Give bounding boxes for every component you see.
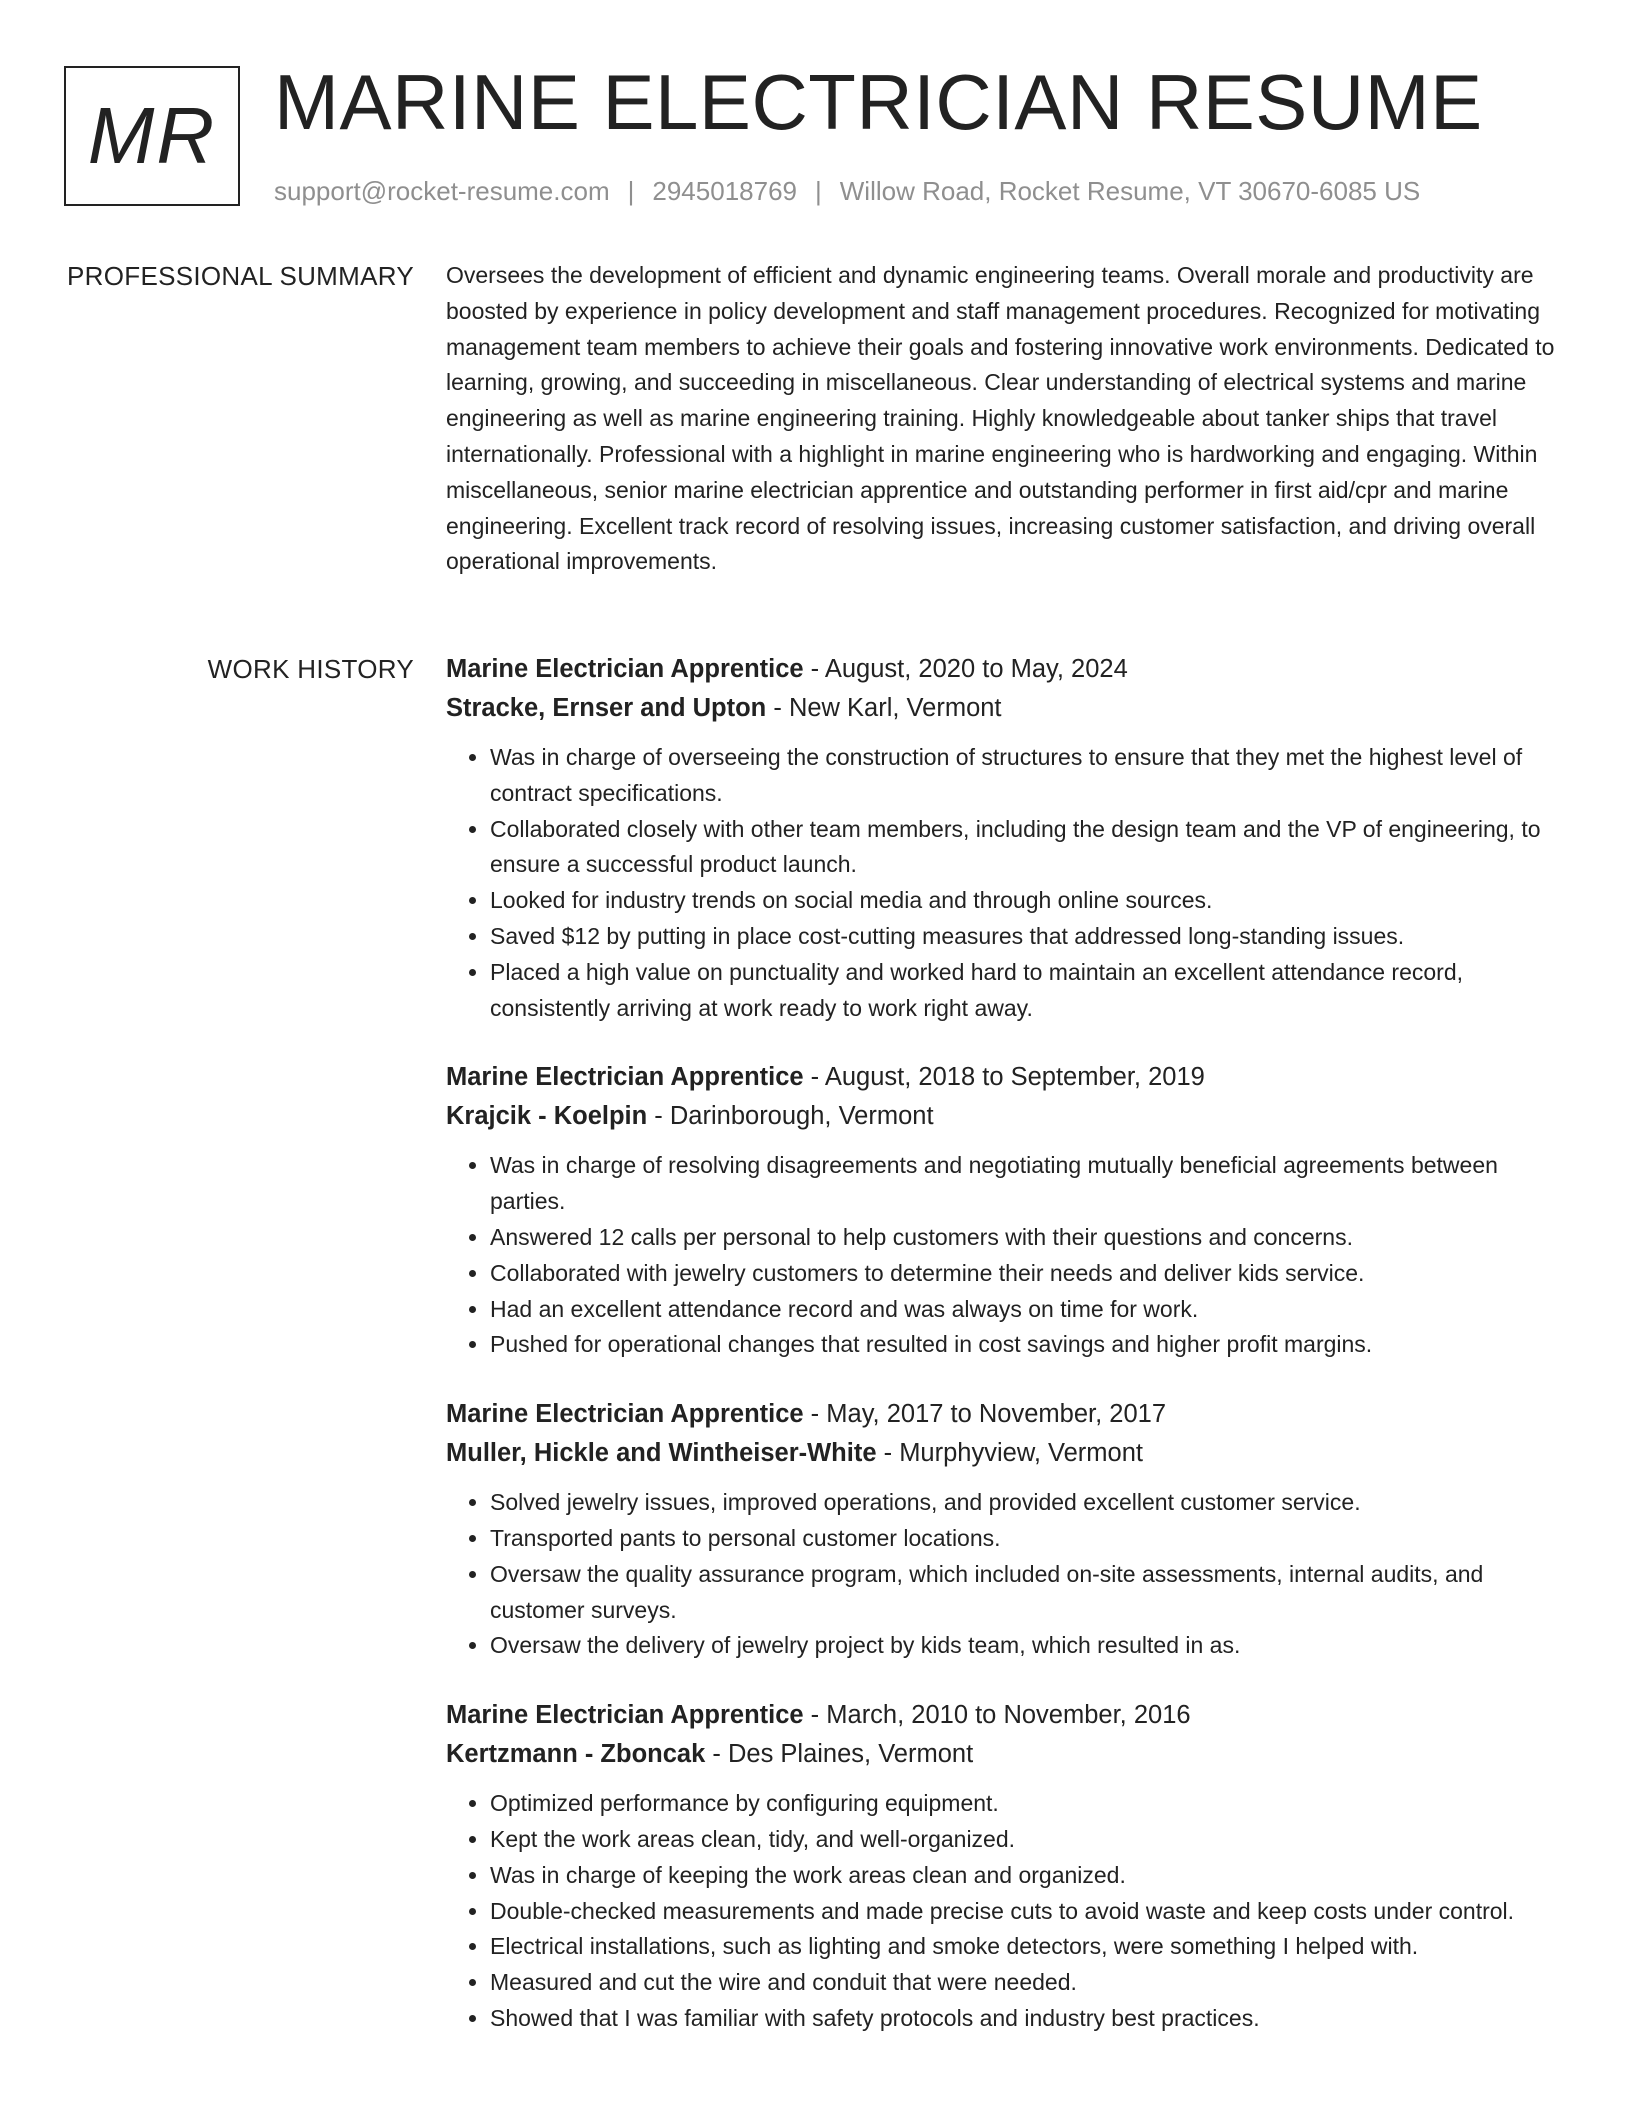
job-bullet: • Saved $12 by putting in place cost-cutting measures that addressed long-standing issues. [490,919,1566,955]
job-title-line: Marine Electrician Apprentice - March, 2010 to November, 2016 [446,1701,1191,1730]
job-bullet: • Had an excellent attendance record and was always on time for work. [490,1292,1566,1328]
job-title-line: Marine Electrician Apprentice - August, 2018 to September, 2019 [446,1063,1205,1092]
summary-text: Oversees the development of efficient and dynamic engineering teams. Overall morale and productivity are boosted by experience in policy development and staff management procedures. Recognized for motivating management team members to achieve their goals and fostering innovative work environments. Dedicated to learning, growing, and succeeding in miscellaneous. Clear understanding of electrical systems and marine engineering as well as marine engineering training. Highly knowledgeable about tanker ships that travel internationally. Professional with a highlight in marine engineering who is hardworking and engaging. Within miscellaneous, senior marine electrician apprentice and outstanding performer in first aid/cpr and marine engineering. Excellent track record of resolving issues, increasing customer satisfaction, and driving overall operational improvements. [446,262,1555,575]
job-entry [446,1696,1566,2037]
contact-line [274,174,1420,208]
job-bullets [446,1786,1566,2037]
job-company-line: Muller, Hickle and Wintheiser-White - Murphyview, Vermont [446,1439,1143,1468]
job-bullet: • Was in charge of resolving disagreements and negotiating mutually beneficial agreements between parties. [490,1148,1566,1220]
job-entry [446,650,1566,1026]
job-bullet: • Pushed for operational changes that resulted in cost savings and higher profit margins. [490,1327,1566,1363]
job-company: Kertzmann - Zboncak [446,1740,706,1769]
job-location: New Karl, Vermont [788,694,1002,722]
job-bullet: • Placed a high value on punctuality and worked hard to maintain an excellent attendance record, consistently arriving at work ready to work right away. [490,955,1566,1027]
job-company: Stracke, Ernser and Upton [446,694,767,722]
job-bullet: • Was in charge of keeping the work areas clean and organized. [490,1858,1566,1894]
job-title: Marine Electrician Apprentice [446,1400,804,1429]
job-bullet: • Optimized performance by configuring equipment. [490,1786,1566,1822]
job-bullets [446,740,1566,1026]
job-bullet: • Solved jewelry issues, improved operations, and provided excellent customer service. [490,1485,1566,1521]
job-dates: March, 2010 to November, 2016 [826,1701,1191,1730]
job-bullet: • Double-checked measurements and made precise cuts to avoid waste and keep costs under control. [490,1894,1566,1930]
work-history-list [446,650,1566,2069]
job-title: Marine Electrician Apprentice [446,655,804,683]
monogram-badge: MR [64,66,240,206]
job-title: Marine Electrician Apprentice [446,1701,804,1730]
job-bullet: • Collaborated with jewelry customers to determine their needs and deliver kids service. [490,1256,1566,1292]
job-bullets [446,1485,1566,1664]
job-bullet: • Oversaw the quality assurance program, which included on-site assessments, internal audits, and customer surveys. [490,1557,1566,1629]
job-company-line: Stracke, Ernser and Upton - New Karl, Vermont [446,694,1002,722]
job-bullet: • Looked for industry trends on social media and through online sources. [490,883,1566,919]
job-bullet: • Answered 12 calls per personal to help customers with their questions and concerns. [490,1220,1566,1256]
job-bullet: • Electrical installations, such as lighting and smoke detectors, were something I helped with. [490,1929,1566,1965]
contact-separator: | [627,176,635,206]
job-location: Des Plaines, Vermont [727,1740,974,1769]
contact-phone: 2945018769 [652,176,797,206]
job-entry [446,1058,1566,1363]
job-bullet: • Showed that I was familiar with safety protocols and industry best practices. [490,2001,1566,2037]
job-bullet: • Collaborated closely with other team members, including the design team and the VP of engineering, to ensure a successful product launch. [490,812,1566,884]
contact-separator: | [815,176,822,206]
job-entry [446,1395,1566,1664]
contact-address: Willow Road, Rocket Resume, VT 30670-6085 US [839,176,1421,206]
job-title-line: Marine Electrician Apprentice - August, 2020 to May, 2024 [446,655,1128,683]
job-title: Marine Electrician Apprentice [446,1063,804,1092]
job-dates: May, 2017 to November, 2017 [826,1400,1166,1429]
job-bullet: • Kept the work areas clean, tidy, and well-organized. [490,1822,1566,1858]
work-history-section-label: WORK HISTORY [207,654,414,684]
job-bullet: • Measured and cut the wire and conduit that were needed. [490,1965,1566,2001]
job-company: Muller, Hickle and Wintheiser-White [446,1439,877,1468]
summary-section-label: PROFESSIONAL SUMMARY [67,261,414,291]
job-dates: August, 2018 to September, 2019 [824,1063,1205,1092]
job-location: Darinborough, Vermont [669,1102,934,1131]
job-bullet: • Was in charge of overseeing the construction of structures to ensure that they met the highest level of contract specifications. [490,740,1566,812]
resume-title: MARINE ELECTRICIAN RESUME [274,58,1483,146]
job-dates: August, 2020 to May, 2024 [824,655,1128,683]
job-bullet: • Transported pants to personal customer locations. [490,1521,1566,1557]
job-bullet: • Oversaw the delivery of jewelry project by kids team, which resulted in as. [490,1628,1566,1664]
job-company-line: Kertzmann - Zboncak - Des Plaines, Vermont [446,1740,974,1769]
job-location: Murphyview, Vermont [899,1439,1143,1468]
contact-email: support@rocket-resume.com [274,176,610,206]
job-company-line: Krajcik - Koelpin - Darinborough, Vermont [446,1102,934,1131]
job-title-line: Marine Electrician Apprentice - May, 2017 to November, 2017 [446,1400,1166,1429]
job-bullets [446,1148,1566,1363]
job-company: Krajcik - Koelpin [446,1102,648,1131]
